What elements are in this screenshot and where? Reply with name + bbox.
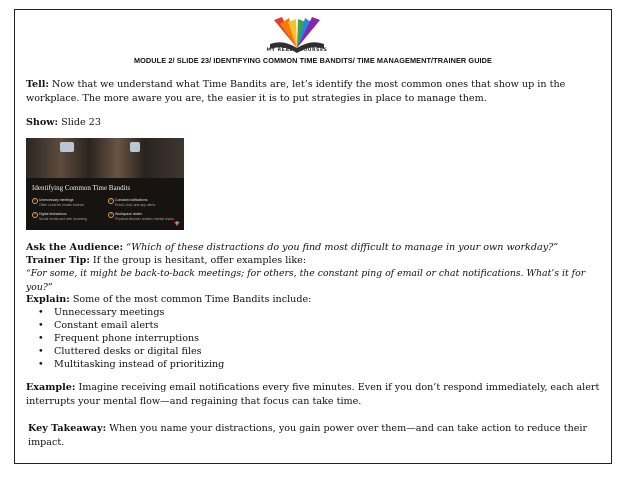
key-takeaway-label: Key Takeaway: [28,423,107,434]
slide-item-sub: Email, chat, and app alerts [115,202,156,207]
slide-item-number: 3 [32,212,38,218]
slide-item-number: 4 [108,212,114,218]
explain-section [26,293,606,307]
slide-item-sub: Social media and web browsing [39,216,87,221]
phone-glow [60,142,74,152]
slide-logo-icon [173,221,181,227]
tell-text: Now that we understand what Time Bandits are, let’s identify the most common ones that show up in the workplace. The more aware you are, the easier it is to put strategies in place to manage them. [26,79,566,104]
trainer-tip-text: If the group is hesitant, offer examples like: [89,255,307,266]
slide-item-label: Workspace clutter [115,212,143,216]
list-item: • Frequent phone interruptions [26,332,224,345]
slide-item-label: Digital distractions [39,212,67,216]
list-item: • Unnecessary meetings [26,306,224,319]
slide-item [39,198,84,207]
explain-label: Explain: [26,294,70,305]
ask-text: “Which of these distractions do you find most difficult to manage in your own workday?” [123,242,559,253]
key-takeaway-section [28,422,606,450]
slide-item-number: 2 [108,198,114,204]
slide-item-sub: Physical disorder creates mental chaos [115,216,174,221]
slide-item [39,212,87,221]
time-bandits-list [26,306,224,371]
example-label: Example: [26,382,76,393]
show-text: Slide 23 [58,117,101,128]
slide-photo [26,138,184,178]
trainer-tip-section [26,254,606,268]
trainer-tip-label: Trainer Tip: [26,255,90,266]
list-item: • Constant email alerts [26,319,224,332]
list-item: • Cluttered desks or digital files [26,345,224,358]
example-section [26,381,606,409]
slide-item-number: 1 [32,198,38,204]
tell-section [26,78,606,106]
list-item: • Multitasking instead of prioritizing [26,358,224,371]
explain-text: Some of the most common Time Bandits include: [69,294,312,305]
slide-item [115,198,155,207]
phone-glow [130,142,140,152]
ask-section [26,241,606,255]
slide-item-sub: Often could be emails instead [39,202,84,207]
slide-item-label: Unnecessary meetings [39,198,74,202]
page-title: MODULE 2/ SLIDE 23/ IDENTIFYING COMMON TIME BANDITS/ TIME MANAGEMENT/TRAINER GUIDE [133,56,493,65]
slide-item [115,212,174,221]
show-section [26,116,606,130]
tell-label: Tell: [26,79,49,90]
key-takeaway-text: When you name your distractions, you gain power over them—and can take action to reduce their impact. [28,423,588,448]
example-text: Imagine receiving email notifications every five minutes. Even if you don’t respond immediately, each alert interrupts your mental flow—and regaining that focus can take time. [26,382,600,407]
ask-label: Ask the Audience: [26,242,124,253]
slide-thumbnail [26,138,184,230]
logo-text: MY READY COURSES [266,48,328,53]
show-label: Show: [26,117,59,128]
trainer-tip-quote: “For some, it might be back-to-back meetings; for others, the constant ping of email or chat notifications. What’s it for you?” [26,268,586,293]
slide-title: Identifying Common Time Bandits [32,184,131,192]
slide-item-label: Constant notifications [115,198,148,202]
